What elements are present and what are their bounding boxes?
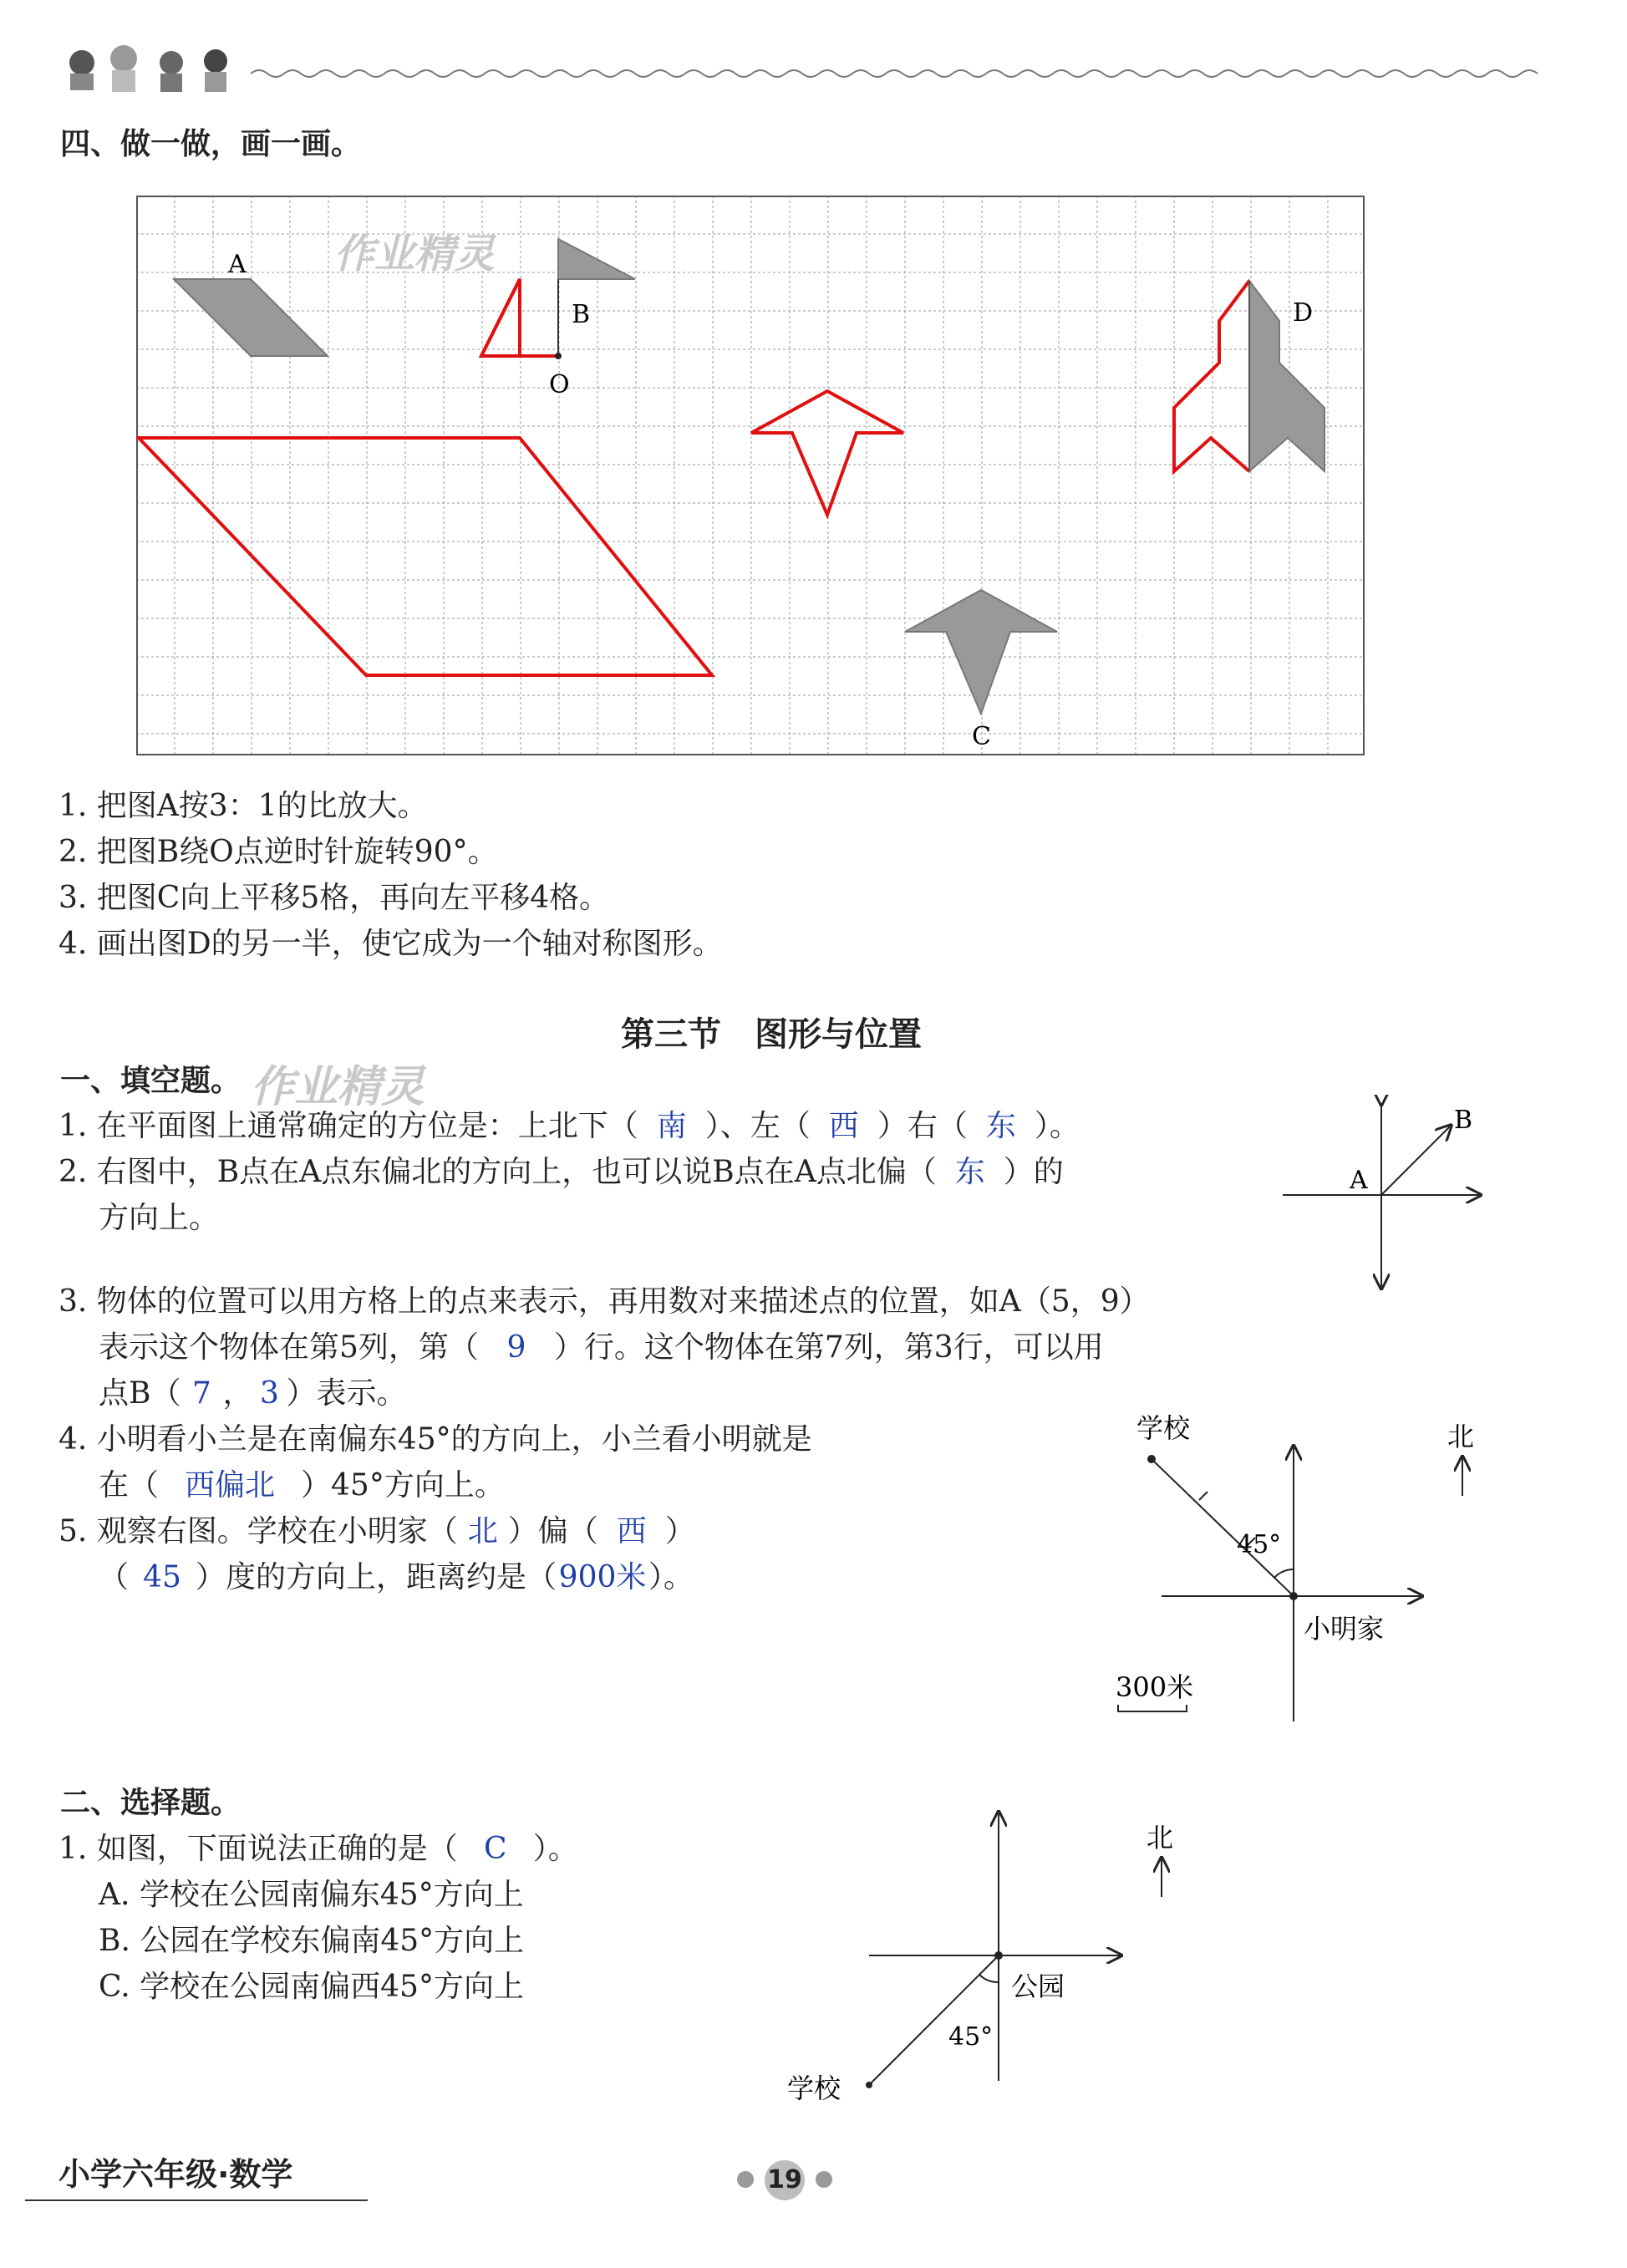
answer-choice-q1: C	[484, 1832, 507, 1866]
label-o: O	[549, 370, 570, 399]
task-3: 3. 把图C向上平移5格，再向左平移4格。	[58, 881, 610, 915]
answer-q2: 东	[954, 1155, 985, 1189]
fig-school-label: 学校	[1136, 1412, 1191, 1444]
section-heading: 四、做一做，画一画。	[60, 127, 362, 161]
shape-a	[174, 279, 328, 356]
fig-home-label: 小明家	[1304, 1613, 1385, 1645]
fig-ab-label-b: B	[1454, 1106, 1473, 1135]
section3-title: 第三节 图形与位置	[621, 1015, 922, 1054]
answer-q1-south: 南	[656, 1109, 687, 1143]
fig-scale-bar	[1118, 1705, 1187, 1711]
fill-q4-line1: 4. 小明看小兰是在南偏东45°的方向上，小兰看小明就是	[58, 1422, 812, 1457]
task-4: 4. 画出图D的另一半，使它成为一个轴对称图形。	[58, 927, 723, 961]
grid-canvas	[136, 196, 1365, 755]
answer-q5-degree: 45	[143, 1560, 181, 1594]
answer-q3-rownum: 3	[260, 1376, 279, 1411]
fill-q2-line2: 方向上。	[99, 1201, 220, 1235]
footer-book-title: 小学六年级·数学	[58, 2156, 293, 2193]
page-number: 19	[767, 2165, 802, 2194]
fig-scale-label: 300米	[1116, 1671, 1194, 1703]
answer-q3-col: 7	[192, 1376, 211, 1411]
shape-a-enlarged	[139, 438, 712, 675]
label-d: D	[1293, 298, 1314, 328]
task-2: 2. 把图B绕O点逆时针旋转90°。	[58, 835, 498, 869]
fill-q5-line1: 5. 观察右图。学校在小明家（ 北 ）偏（ 西 ）	[58, 1514, 695, 1548]
answer-q5-west: 西	[616, 1514, 647, 1548]
shape-d	[1249, 281, 1324, 471]
fill-q4-line2: 在（ 西偏北 ）45°方向上。	[99, 1468, 505, 1503]
fill-q3-line2: 表示这个物体在第5列，第（ 9 ）行。这个物体在第7列，第3行，可以用	[99, 1330, 1104, 1365]
fill-q3-line3: 点B（ 7 ， 3 ）表示。	[99, 1376, 407, 1411]
point-o	[555, 353, 562, 359]
fig-angle-label: 45°	[1237, 1530, 1282, 1559]
answer-q4: 西偏北	[185, 1468, 276, 1503]
footer-dot-left	[737, 2171, 754, 2188]
choice-heading: 二、选择题。	[60, 1786, 242, 1820]
answer-q3-row: 9	[506, 1330, 526, 1365]
fig-park-canvas	[777, 1805, 1195, 2114]
fig-ab	[1274, 1095, 1492, 1295]
shape-d-mirror	[1174, 281, 1249, 471]
watermark-top: 作业精灵	[334, 231, 496, 277]
label-a: A	[228, 250, 247, 279]
task-1: 1. 把图A按3：1的比放大。	[58, 789, 428, 823]
fig-park-school: 学校	[787, 2072, 841, 2104]
fig-school-home-canvas	[1103, 1404, 1496, 1730]
fig-park-north: 北	[1147, 1822, 1174, 1854]
fig-park	[777, 1805, 1195, 2114]
shape-b-rotated-edge	[481, 279, 520, 356]
fig-park-label: 公园	[1011, 1971, 1065, 2002]
choice-option-c: C. 学校在公园南偏西45°方向上	[99, 1970, 524, 2004]
answer-q5-distance: 900米	[558, 1560, 647, 1594]
grid-figure	[136, 196, 1365, 755]
choice-option-b: B. 公园在学校东偏南45°方向上	[99, 1924, 525, 1958]
fig-north-label: 北	[1447, 1421, 1475, 1452]
watermark-middle: 作业精灵	[251, 1062, 425, 1112]
header-cartoon-icon	[58, 33, 1596, 100]
answer-q5-north: 北	[467, 1514, 498, 1548]
fill-q2: 2. 右图中，B点在A点东偏北的方向上，也可以说B点在A点北偏（ 东 ）的	[58, 1155, 1064, 1189]
fig-school-home	[1103, 1404, 1496, 1730]
footer-underline	[25, 2199, 368, 2201]
choice-q1: 1. 如图，下面说法正确的是（ C ）。	[58, 1832, 578, 1866]
fill-q3-line1: 3. 物体的位置可以用方格上的点来表示，再用数对来描述点的位置，如A（5，9）	[58, 1284, 1150, 1319]
fig-park-angle: 45°	[948, 2022, 994, 2052]
answer-q1-east: 东	[985, 1109, 1016, 1143]
fill-heading: 一、填空题。	[60, 1064, 242, 1098]
label-c: C	[972, 722, 991, 751]
grid-border	[137, 196, 1364, 755]
label-b: B	[572, 300, 591, 329]
fig-ab-label-a: A	[1350, 1166, 1368, 1195]
answer-q1-west: 西	[828, 1109, 859, 1143]
footer-dot-right	[816, 2171, 832, 2188]
fill-q5-line2: （ 45 ）度的方向上，距离约是（900米）。	[99, 1560, 694, 1594]
header-decoration	[58, 33, 1596, 100]
fig-ab-canvas	[1274, 1095, 1492, 1295]
choice-option-a: A. 学校在公园南偏东45°方向上	[99, 1878, 524, 1912]
fill-q1: 1. 在平面图上通常确定的方位是：上北下（ 南 ）、左（ 西 ）右（ 东 ）。	[58, 1109, 1080, 1143]
shape-b	[558, 239, 635, 279]
shape-c-translated	[751, 391, 903, 515]
